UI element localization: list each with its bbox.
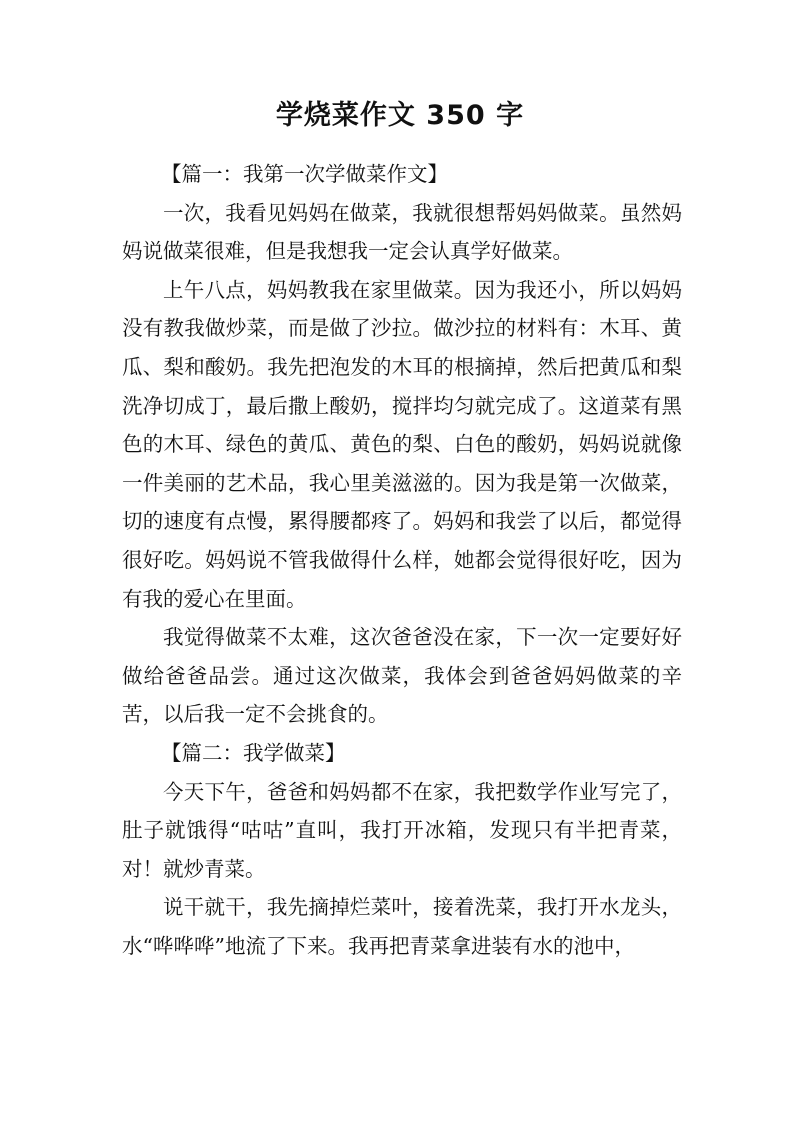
- paragraph: 今天下午，爸爸和妈妈都不在家，我把数学作业写完了，肚子就饿得“咕咕”直叫，我打开冰箱，发现只有半把青菜，对！就炒青菜。: [122, 779, 682, 881]
- paragraph: 上午八点，妈妈教我在家里做菜。因为我还小，所以妈妈没有教我做炒菜，而是做了沙拉。做沙拉的材料有：木耳、黄瓜、梨和酸奶。我先把泡发的木耳的根摘掉，然后把黄瓜和梨洗净切成丁，最后撒上酸奶，搅拌均匀就完成了。这道菜有黑色的木耳、绿色的黄瓜、黄色的梨、白色的酸奶，妈妈说就像一件美丽的艺术品，我心里美滋滋的。因为我是第一次做菜，切的速度有点慢，累得腰都疼了。妈妈和我尝了以后，都觉得很好吃。妈妈说不管我做得什么样，她都会觉得很好吃，因为有我的爱心在里面。: [122, 277, 682, 611]
- section-heading: 【篇二：我学做菜】: [161, 740, 346, 765]
- section-heading: 【篇一：我第一次学做菜作文】: [161, 162, 448, 186]
- paragraph: 一次，我看见妈妈在做菜，我就很想帮妈妈做菜。虽然妈妈说做菜很难，但是我想我一定会认真学好做菜。: [122, 200, 682, 264]
- paragraph: 我觉得做菜不太难，这次爸爸没在家，下一次一定要好好做给爸爸品尝。通过这次做菜，我体会到爸爸妈妈做菜的辛苦，以后我一定不会挑食的。: [122, 625, 682, 727]
- document-body: [122, 155, 682, 965]
- paragraph: 说干就干，我先摘掉烂菜叶，接着洗菜，我打开水龙头，水“哗哗哗”地流了下来。我再把青菜拿进装有水的池中，: [122, 895, 682, 958]
- document-title: 学烧菜作文 350 字: [275, 100, 525, 131]
